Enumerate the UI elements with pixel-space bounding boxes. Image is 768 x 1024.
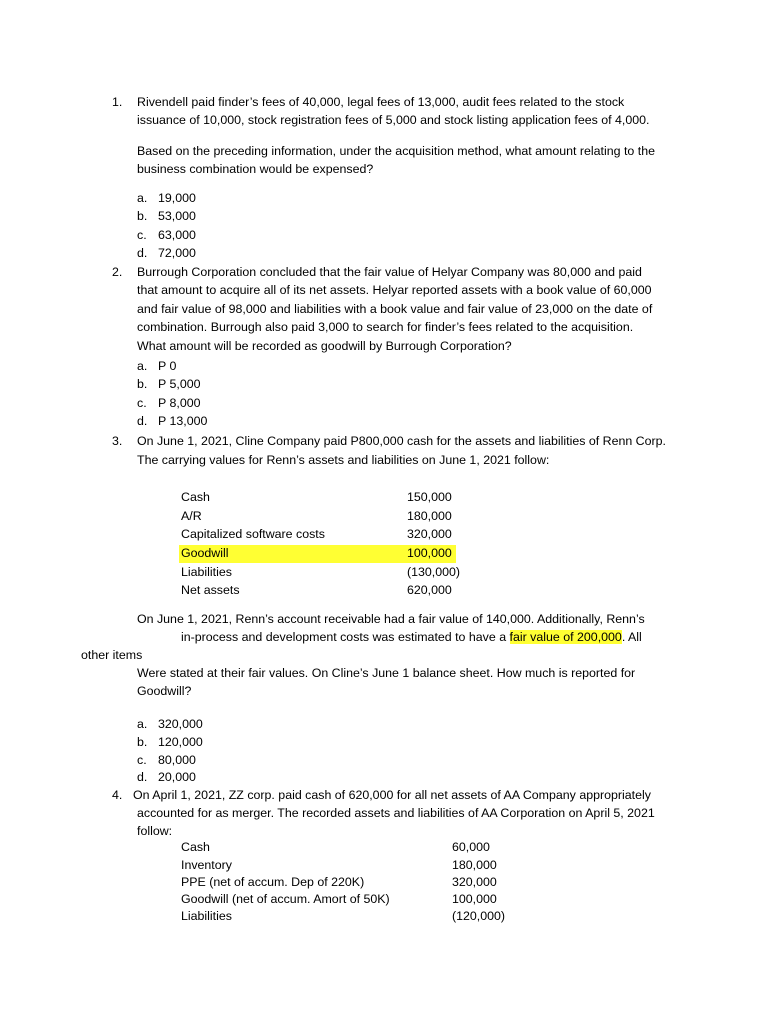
option-letter: b. bbox=[137, 377, 148, 391]
table-label: Cash bbox=[181, 490, 210, 504]
option-value: 20,000 bbox=[158, 770, 196, 784]
option-letter: b. bbox=[137, 209, 148, 223]
question-text: On June 1, 2021, Cline Company paid P800,000 cash for the assets and liabilities of Renn Corp. bbox=[137, 434, 666, 448]
option-value: P 8,000 bbox=[158, 396, 201, 410]
option-letter: b. bbox=[137, 735, 148, 749]
option-value: 53,000 bbox=[158, 209, 196, 223]
question-text: On April 1, 2021, ZZ corp. paid cash of 620,000 for all net assets of AA Company appropriately bbox=[133, 788, 651, 802]
question-text: combination. Burrough also paid 3,000 to search for finder’s fees related to the acquisition. bbox=[137, 320, 634, 334]
table-label: A/R bbox=[181, 509, 202, 523]
question-text: in-process and development costs was estimated to have a fair value of 200,000. All bbox=[181, 630, 642, 644]
option-value: 63,000 bbox=[158, 228, 196, 242]
question-text: follow: bbox=[137, 824, 173, 838]
option-value: 72,000 bbox=[158, 246, 196, 260]
option-letter: d. bbox=[137, 246, 148, 260]
option-letter: d. bbox=[137, 414, 148, 428]
table-value: 100,000 bbox=[407, 546, 452, 560]
question-text: Goodwill? bbox=[137, 684, 192, 698]
question-number: 1. bbox=[112, 95, 123, 109]
table-label: Capitalized software costs bbox=[181, 527, 325, 541]
question-text: What amount will be recorded as goodwill by Burrough Corporation? bbox=[137, 339, 512, 353]
question-text: The carrying values for Renn’s assets and liabilities on June 1, 2021 follow: bbox=[137, 453, 550, 467]
option-value: 120,000 bbox=[158, 735, 203, 749]
question-number: 3. bbox=[112, 434, 123, 448]
table-label: Goodwill (net of accum. Amort of 50K) bbox=[181, 892, 390, 906]
option-letter: a. bbox=[137, 191, 148, 205]
table-label: Goodwill bbox=[181, 546, 229, 560]
table-value: (130,000) bbox=[407, 565, 461, 579]
option-letter: a. bbox=[137, 359, 148, 373]
question-number: 2. bbox=[112, 265, 123, 279]
option-value: P 5,000 bbox=[158, 377, 201, 391]
table-value: 100,000 bbox=[452, 892, 497, 906]
question-text: Rivendell paid finder’s fees of 40,000, legal fees of 13,000, audit fees related to the stock bbox=[137, 95, 625, 109]
option-value: P 13,000 bbox=[158, 414, 208, 428]
table-value: 180,000 bbox=[407, 509, 452, 523]
table-value: 60,000 bbox=[452, 840, 490, 854]
table-label: Inventory bbox=[181, 858, 232, 872]
question-number: 4. bbox=[112, 788, 123, 802]
option-letter: c. bbox=[137, 228, 147, 242]
table-value: 620,000 bbox=[407, 583, 452, 597]
question-text: Burrough Corporation concluded that the fair value of Helyar Company was 80,000 and paid bbox=[137, 265, 642, 279]
question-text: Were stated at their fair values. On Cline’s June 1 balance sheet. How much is reported for bbox=[137, 666, 636, 680]
option-letter: c. bbox=[137, 396, 147, 410]
option-value: 320,000 bbox=[158, 717, 203, 731]
question-prompt: business combination would be expensed? bbox=[137, 162, 374, 176]
option-letter: d. bbox=[137, 770, 148, 784]
option-letter: a. bbox=[137, 717, 148, 731]
option-letter: c. bbox=[137, 753, 147, 767]
question-text: accounted for as merger. The recorded assets and liabilities of AA Corporation on April 5, 2021 bbox=[137, 806, 655, 820]
question-text: On June 1, 2021, Renn’s account receivable had a fair value of 140,000. Additionally, Renn’s bbox=[137, 612, 645, 626]
table-label: Cash bbox=[181, 840, 210, 854]
table-value: 320,000 bbox=[452, 875, 497, 889]
table-label: Net assets bbox=[181, 583, 240, 597]
option-value: 19,000 bbox=[158, 191, 196, 205]
highlighted-text: fair value of 200,000 bbox=[509, 630, 622, 644]
question-text: and fair value of 98,000 and liabilities with a book value and fair value of 23,000 on the date of bbox=[137, 302, 653, 316]
option-value: 80,000 bbox=[158, 753, 196, 767]
option-value: P 0 bbox=[158, 359, 177, 373]
table-value: (120,000) bbox=[452, 909, 506, 923]
question-text: other items bbox=[81, 648, 143, 662]
table-label: PPE (net of accum. Dep of 220K) bbox=[181, 875, 365, 889]
table-value: 150,000 bbox=[407, 490, 452, 504]
question-prompt: Based on the preceding information, under the acquisition method, what amount relating to the bbox=[137, 144, 655, 158]
table-value: 180,000 bbox=[452, 858, 497, 872]
table-label: Liabilities bbox=[181, 909, 232, 923]
question-text: that amount to acquire all of its net assets. Helyar reported assets with a book value of 60,000 bbox=[137, 283, 652, 297]
question-text: issuance of 10,000, stock registration fees of 5,000 and stock listing application fees of 4,000. bbox=[137, 113, 650, 127]
table-label: Liabilities bbox=[181, 565, 232, 579]
table-value: 320,000 bbox=[407, 527, 452, 541]
